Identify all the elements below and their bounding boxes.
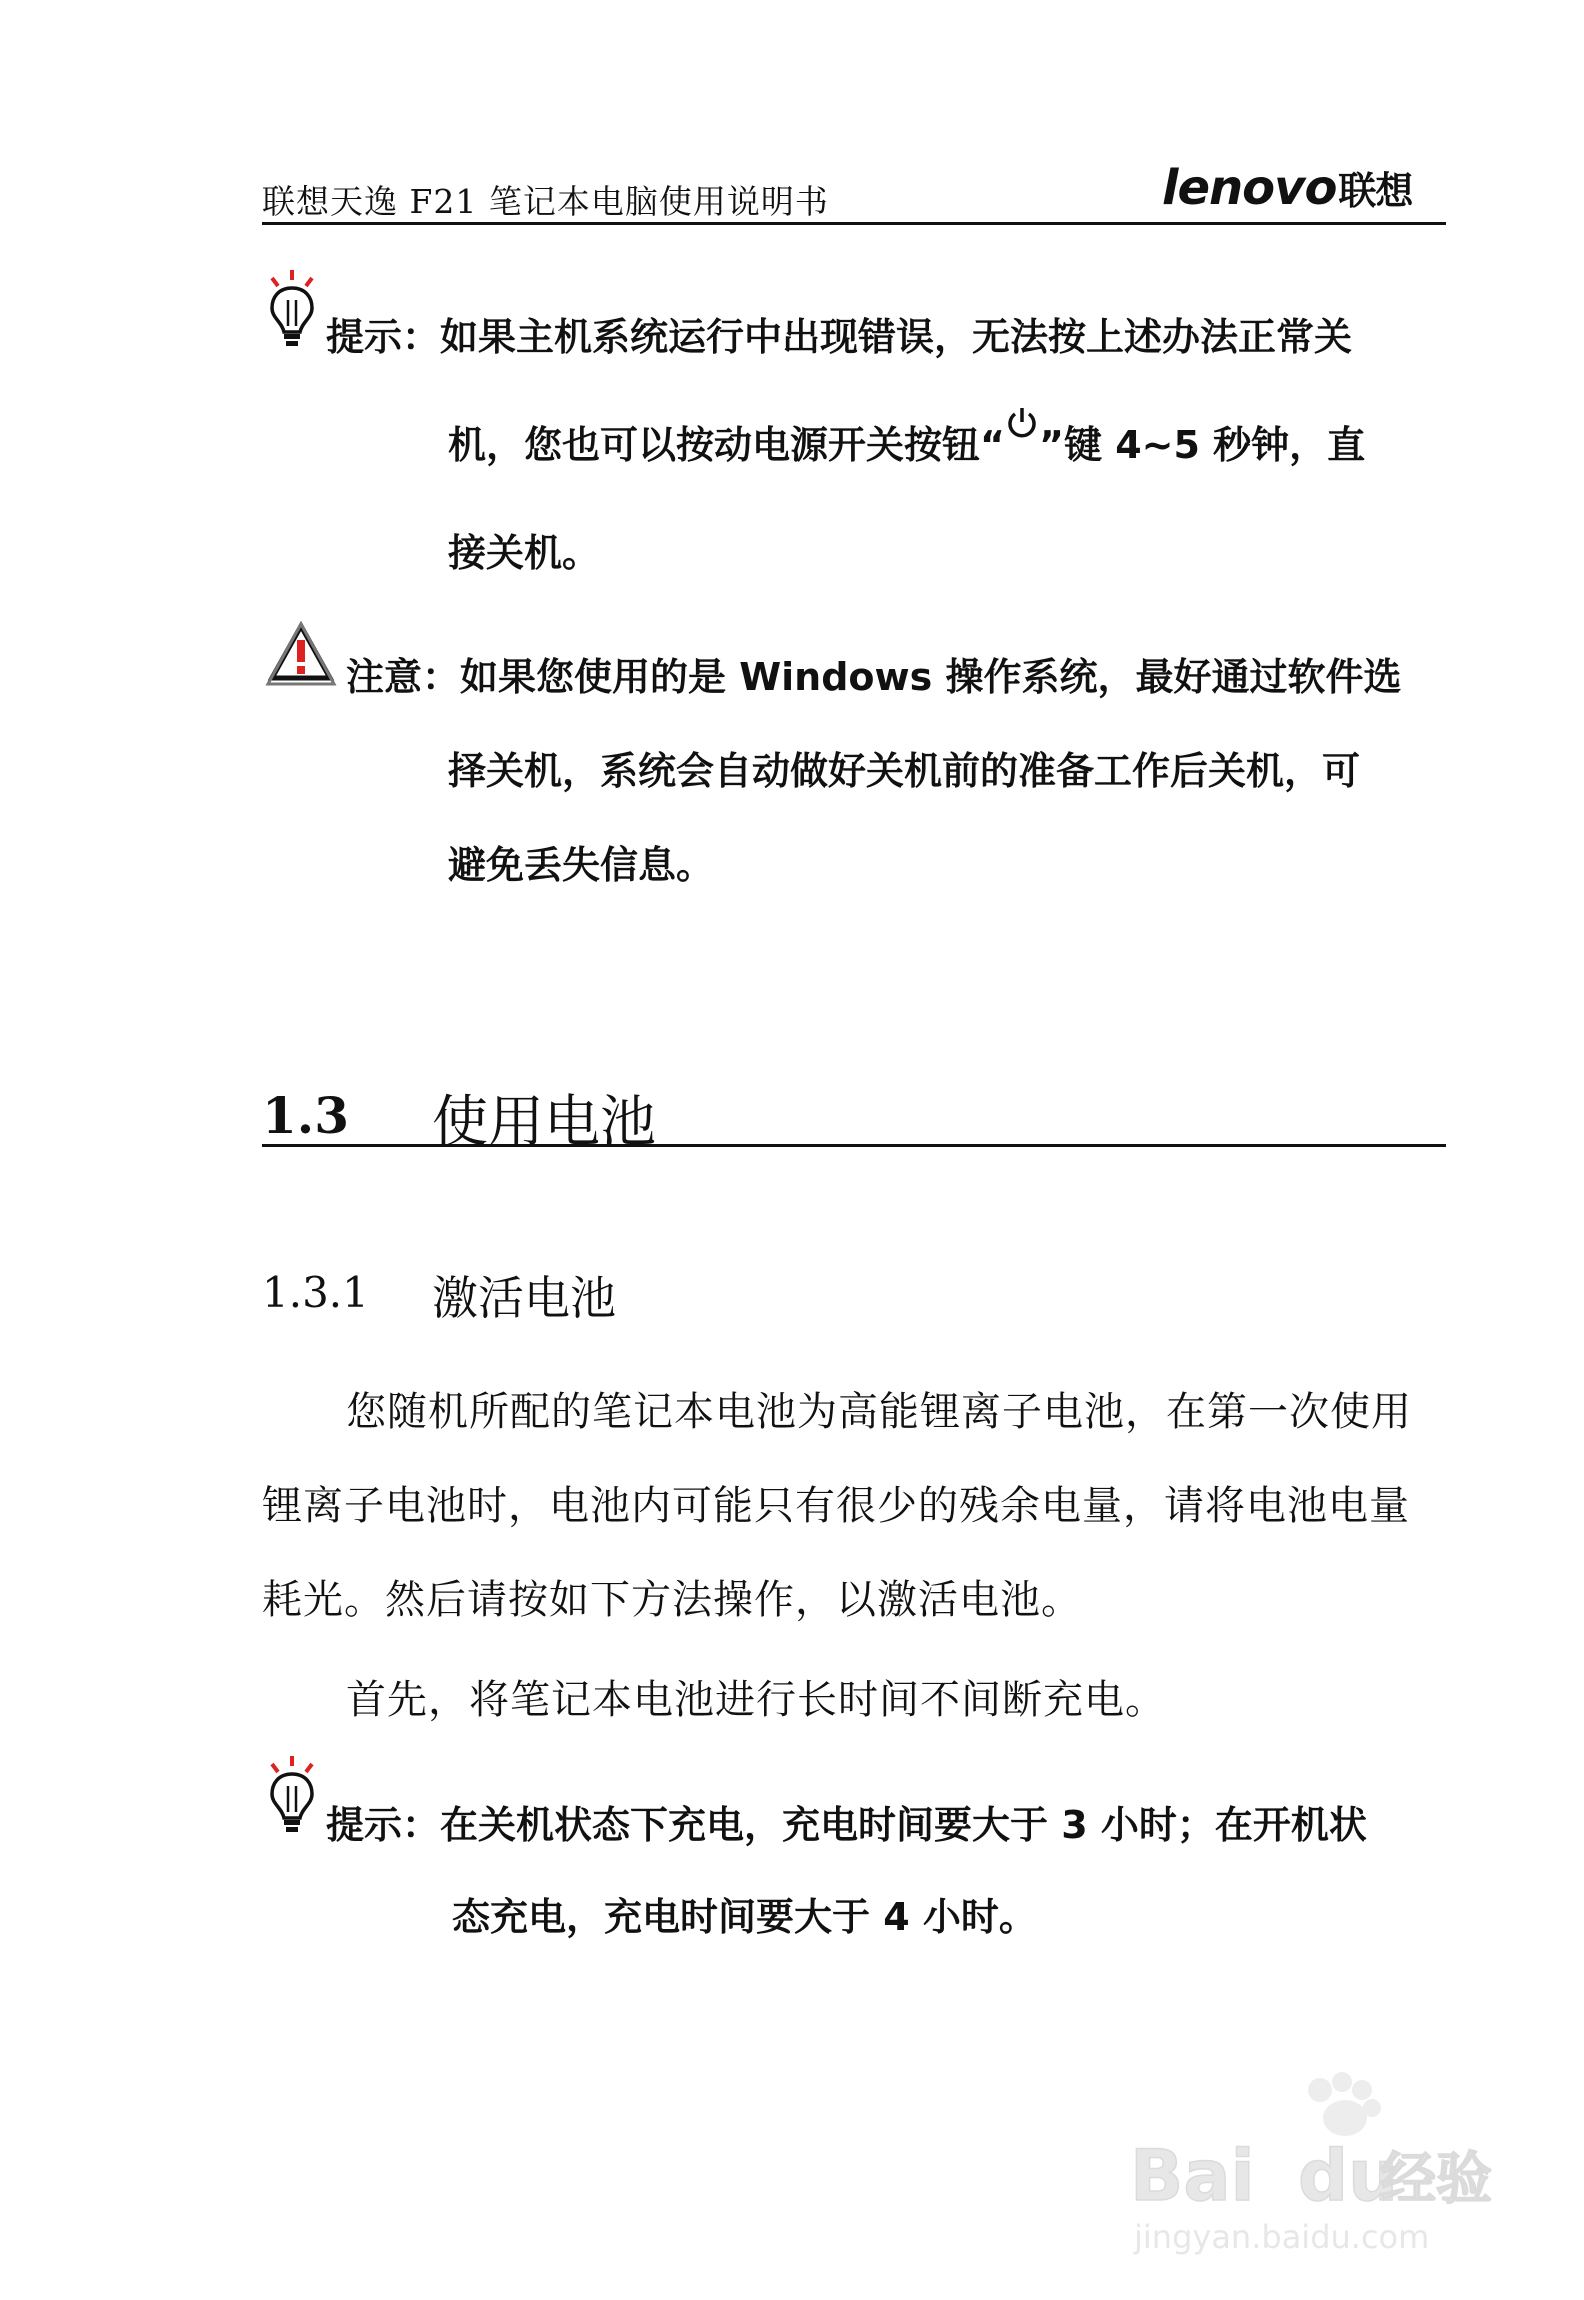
document-header-title: 联想天逸 F21 笔记本电脑使用说明书: [262, 182, 829, 221]
baidu-watermark: [1120, 2060, 1500, 2260]
tip-line-segment: ”键 4~5 秒钟，直: [1038, 423, 1366, 467]
warning-triangle-icon: [262, 618, 340, 688]
watermark-url: jingyan.baidu.com: [1134, 2218, 1430, 2256]
body-paragraph-line: 锂离子电池时，电池内可能只有很少的残余电量，请将电池电量: [262, 1483, 1410, 1529]
tip-line: 提示：在关机状态下充电，充电时间要大于 3 小时；在开机状: [326, 1803, 1367, 1847]
caution-line: 避免丢失信息。: [448, 843, 715, 887]
power-icon: [1005, 406, 1039, 440]
lenovo-logo: [1162, 160, 1412, 216]
lightbulb-tip-icon: [262, 266, 322, 350]
header-divider: [262, 222, 1446, 225]
section-title: 使用电池: [432, 1090, 656, 1155]
body-paragraph-line: 耗光。然后请按如下方法操作，以激活电池。: [262, 1577, 1082, 1623]
tip-line: [448, 414, 1365, 469]
tip-line: 提示：如果主机系统运行中出现错误，无法按上述办法正常关: [326, 315, 1353, 359]
body-paragraph-line: 您随机所配的笔记本电池为高能锂离子电池，在第一次使用: [346, 1389, 1412, 1435]
subsection-number: 1.3.1: [262, 1268, 369, 1317]
caution-line: 择关机，系统会自动做好关机前的准备工作后关机，可: [448, 749, 1361, 793]
logo-text-cn: 联想: [1338, 169, 1413, 213]
body-paragraph-line: 首先，将笔记本电池进行长时间不间断充电。: [346, 1677, 1166, 1723]
watermark-text: 经验: [1380, 2147, 1492, 2212]
tip-line: 态充电，充电时间要大于 4 小时。: [452, 1895, 1037, 1939]
watermark-text: du: [1298, 2135, 1398, 2217]
caution-line: 注意：如果您使用的是 Windows 操作系统，最好通过软件选: [346, 655, 1402, 699]
section-heading: [262, 1078, 1446, 1155]
tip-line-segment: 机，您也可以按动电源开关按钮“: [448, 423, 1005, 467]
lightbulb-tip-icon: [262, 1752, 322, 1836]
section-number: 1.3: [262, 1086, 349, 1145]
logo-text-en: lenovo: [1162, 160, 1337, 216]
watermark-text: Bai: [1130, 2135, 1255, 2217]
subsection-title: 激活电池: [432, 1271, 616, 1325]
tip-line: 接关机。: [448, 531, 601, 575]
